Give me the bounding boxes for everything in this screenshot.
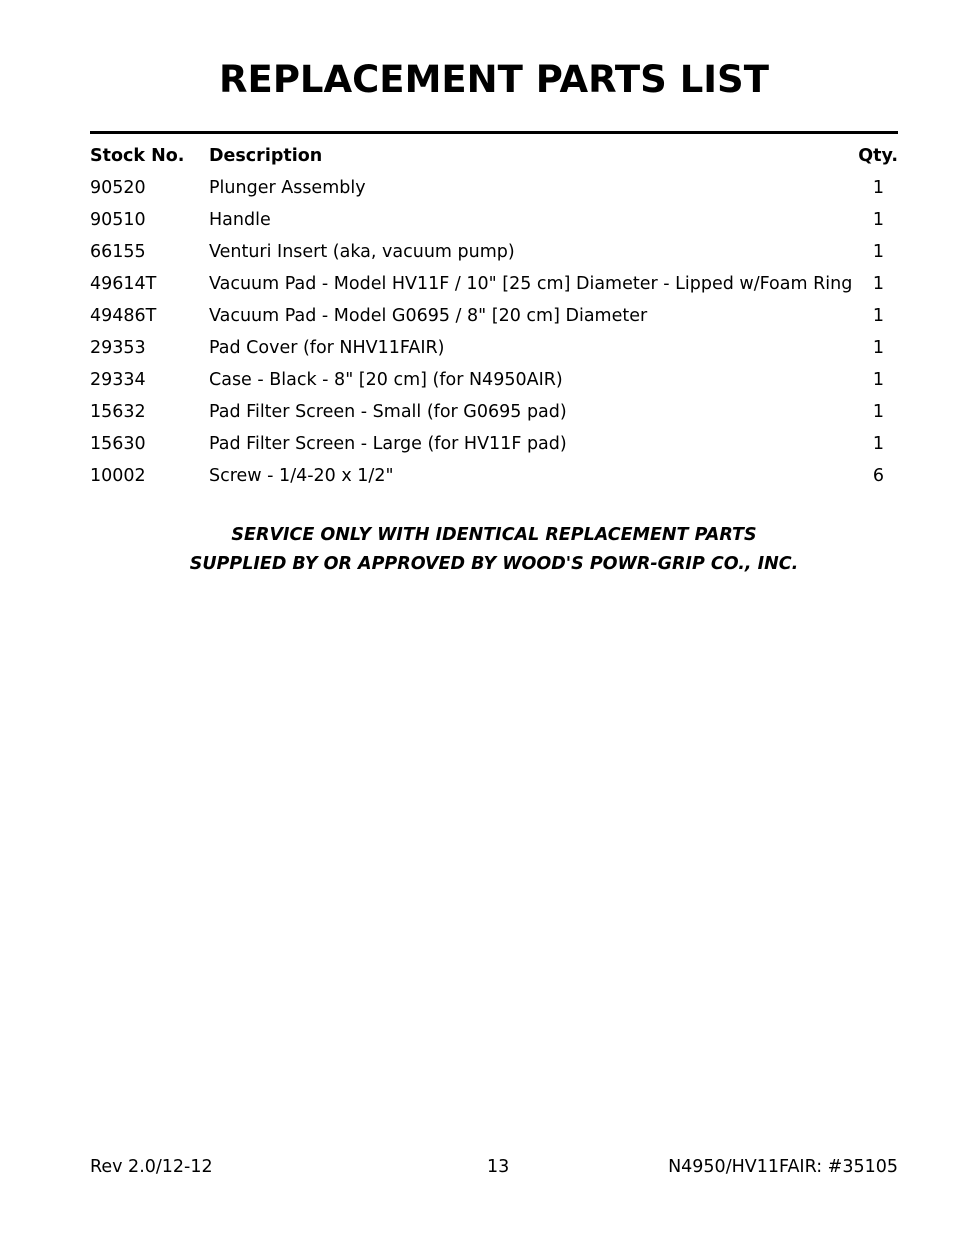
column-header-description: Description bbox=[209, 146, 323, 166]
column-header-qty: Qty. bbox=[858, 146, 898, 166]
stock-no-cell: 29334 bbox=[90, 370, 146, 390]
table-row bbox=[90, 236, 898, 268]
table-body bbox=[90, 172, 898, 492]
stock-no-cell: 10002 bbox=[90, 466, 146, 486]
service-notice-line-2: SUPPLIED BY OR APPROVED BY WOOD'S POWR-GRIP CO., INC. bbox=[189, 554, 799, 574]
service-notice bbox=[0, 521, 954, 579]
description-cell: Plunger Assembly bbox=[209, 178, 366, 198]
description-cell: Vacuum Pad - Model G0695 / 8" [20 cm] Diameter bbox=[209, 306, 648, 326]
table-row bbox=[90, 204, 898, 236]
qty-cell: 1 bbox=[872, 242, 884, 262]
stock-no-cell: 90520 bbox=[90, 178, 146, 198]
page-footer bbox=[90, 1155, 898, 1179]
description-cell: Handle bbox=[209, 210, 271, 230]
description-cell: Vacuum Pad - Model HV11F / 10" [25 cm] Diameter - Lipped w/Foam Ring bbox=[209, 274, 853, 294]
table-row bbox=[90, 172, 898, 204]
service-notice-line-1: SERVICE ONLY WITH IDENTICAL REPLACEMENT PARTS bbox=[231, 525, 757, 545]
column-header-stock-no: Stock No. bbox=[90, 146, 185, 166]
qty-cell: 1 bbox=[872, 210, 884, 230]
table-row bbox=[90, 332, 898, 364]
stock-no-cell: 66155 bbox=[90, 242, 146, 262]
qty-cell: 1 bbox=[872, 306, 884, 326]
qty-cell: 1 bbox=[872, 338, 884, 358]
footer-page-number: 13 bbox=[487, 1157, 510, 1177]
description-cell: Pad Filter Screen - Small (for G0695 pad) bbox=[209, 402, 567, 422]
stock-no-cell: 29353 bbox=[90, 338, 146, 358]
qty-cell: 6 bbox=[872, 466, 884, 486]
stock-no-cell: 15632 bbox=[90, 402, 146, 422]
table-row bbox=[90, 300, 898, 332]
qty-cell: 1 bbox=[872, 274, 884, 294]
description-cell: Pad Filter Screen - Large (for HV11F pad) bbox=[209, 434, 567, 454]
description-cell: Case - Black - 8" [20 cm] (for N4950AIR) bbox=[209, 370, 563, 390]
stock-no-cell: 49614T bbox=[90, 274, 157, 294]
table-row bbox=[90, 460, 898, 492]
footer-revision: Rev 2.0/12-12 bbox=[90, 1157, 213, 1177]
title-divider bbox=[90, 131, 898, 134]
stock-no-cell: 49486T bbox=[90, 306, 157, 326]
description-cell: Pad Cover (for NHV11FAIR) bbox=[209, 338, 445, 358]
table-row bbox=[90, 364, 898, 396]
qty-cell: 1 bbox=[872, 402, 884, 422]
page-title: REPLACEMENT PARTS LIST bbox=[219, 58, 769, 101]
parts-table bbox=[90, 140, 898, 492]
qty-cell: 1 bbox=[872, 434, 884, 454]
qty-cell: 1 bbox=[872, 370, 884, 390]
stock-no-cell: 90510 bbox=[90, 210, 146, 230]
table-row bbox=[90, 428, 898, 460]
description-cell: Venturi Insert (aka, vacuum pump) bbox=[209, 242, 515, 262]
table-header-row bbox=[90, 140, 898, 172]
stock-no-cell: 15630 bbox=[90, 434, 146, 454]
description-cell: Screw - 1/4-20 x 1/2" bbox=[209, 466, 394, 486]
footer-document-id: N4950/HV11FAIR: #35105 bbox=[668, 1157, 898, 1177]
qty-cell: 1 bbox=[872, 178, 884, 198]
table-row bbox=[90, 268, 898, 300]
table-row bbox=[90, 396, 898, 428]
